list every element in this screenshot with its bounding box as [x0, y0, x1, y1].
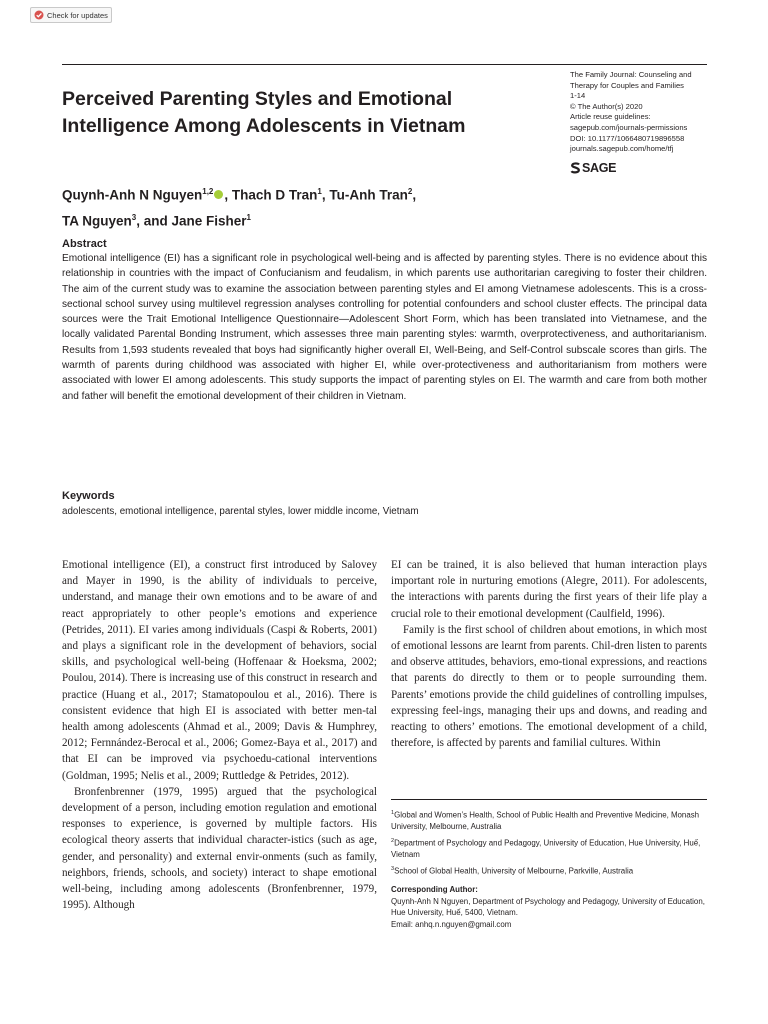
check-updates-icon [34, 10, 44, 20]
journal-line: Therapy for Couples and Families [570, 80, 684, 90]
abstract-text: Emotional intelligence (EI) has a significant role in psychological well-being and is affected by parenting styles. There is no evidence about this relationship in countries with the impact of Confucianism and feudalism, in which parents use authoritarian caregiving to foster their children. The aim of the current study was to examine the association between parenting styles and EI among Vietnamese adolescents. This is a cross-sectional school survey using multilevel regression analyses controlling for potential confounders and school cluster effects. The principal data sources were the Trait Emotional Intelligence Questionnaire—Adolescent Short Form, which has been translated into Vietnamese, and the locally validated Parental Bonding Instrument, which assesses three main parenting styles: warmth, overprotectiveness, and authoritarianism. Results from 1,593 students revealed that boys had significantly higher overall EI, Well-Being, and Self-Control subscale scores than girls. The warmth of parents during childhood was associated with higher EI, while over-protectiveness and authoritarianism from mothers were associated with lower EI among adolescents. This study supports the impact of parenting styles on EI. The warmth and care from both mother and father will benefit the emotional development of their children in Vietnam. [62, 253, 707, 402]
author-name: Jane Fisher [171, 213, 247, 228]
keywords-text: adolescents, emotional intelligence, parental styles, lower middle income, Vietnam [62, 506, 419, 517]
footnote [391, 808, 707, 833]
corresponding-email[interactable]: Email: anhq.n.nguyen@gmail.com [391, 919, 512, 929]
body-paragraph: EI can be trained, it is also believed that human interaction plays important role in nurturing emotions (Alegre, 2011). For adolescents, the interactions with parents during the first years of their life play a crucial role to their emotional development (Caulfield, 1996). [391, 559, 707, 620]
author-name: Thach D Tran [231, 187, 318, 203]
footnote-number: 3 [391, 865, 395, 872]
journal-line: © The Author(s) 2020 [570, 101, 643, 111]
corresponding-address: Quynh-Anh N Nguyen, Department of Psychology and Pedagogy, University of Education, Hue University, Huế, 5400, Vietnam. [391, 896, 705, 918]
body-paragraph: Family is the first school of children about emotions, in which most of emotional lessons are learnt from parents. Chil-dren listen to parents and observe attitudes, behaviors, emo-tional expressions, and reactions that parents do directly to them or to people surrounding them. Parents’ emotions provide the child guidelines of controlling impulses, expressing feel-ings, managing their ups and downs, and reading and reacting to others’ emotions. The emotional development of a child, therefore, is affected by parents and familial cultures. Within [391, 623, 707, 750]
author-affil: 2 [407, 187, 413, 196]
corresponding-heading: Corresponding Author: [391, 885, 478, 894]
footnote-text: School of Global Health, University of Melbourne, Parkville, Australia [394, 866, 634, 876]
article-title: Perceived Parenting Styles and Emotional Intelligence Among Adolescents in Vietnam [62, 88, 466, 137]
footnote [391, 836, 707, 861]
sage-logo [570, 161, 616, 175]
sage-s-icon [570, 162, 581, 174]
journal-info [570, 70, 740, 155]
abstract-heading: Abstract [62, 238, 107, 250]
orcid-icon[interactable] [214, 190, 223, 199]
journal-line: 1-14 [570, 91, 586, 101]
author-affil: 3 [131, 212, 137, 222]
footnote-text: Global and Women’s Health, School of Public Health and Preventive Medicine, Monash University, Melbourne, Australia [391, 810, 700, 832]
check-for-updates-badge[interactable] [30, 7, 112, 23]
journal-link[interactable]: journals.sagepub.com/home/tfj [570, 144, 674, 154]
journal-line: The Family Journal: Counseling and [570, 70, 692, 79]
body-paragraph: Bronfenbrenner (1979, 1995) argued that the psychological development of a person, including emotion regulation and emotional responses to experience, is governed by multiple factors. His ecological theory asserts that individual character-istics (such as age, gender, and personality) and external envir-onments (such as family, neighbors, friends, schools, and society) interact to shape emotional well-being, including among adolescents (Bronfenbrenner, 1979, 1995). Although [62, 785, 377, 912]
author-affil: 1 [317, 187, 322, 196]
author-name: TA Nguyen [62, 213, 132, 228]
author-name: Quynh-Anh N Nguyen [62, 187, 203, 203]
footnote-text: Department of Psychology and Pedagogy, University of Education, Hue University, Huế, Vietnam [391, 838, 701, 860]
body-column-left [62, 557, 377, 913]
journal-line: Article reuse guidelines: [570, 112, 651, 122]
author-affil: 1 [246, 212, 251, 222]
check-updates-label: Check for updates [47, 10, 108, 20]
journal-doi[interactable]: DOI: 10.1177/1066480719896558 [570, 133, 685, 143]
journal-link[interactable]: sagepub.com/journals-permissions [570, 122, 688, 132]
author-affil: 1,2 [202, 187, 214, 196]
body-paragraph: Emotional intelligence (EI), a construct first introduced by Salovey and Mayer in 1990, is the ability of individuals to perceive, understand, and manage their own emotions and to be aware of and react appropriately to other people’s emotions and experience (Petrides, 2011). EI varies among individuals (Caspi & Roberts, 2001) and plays a significant role in the development of behaviors, social skills, and psychological well-being (Hoffenaar & Hoeksma, 2002; Poulou, 2014). There is increasing use of this construct in research and practice (Huang et al., 2017; Stamatopoulou et al., 2016). There is consistent evidence that high EI is associated with better men-tal health among adolescents (Ahmad et al., 2009; Davis & Humphrey, 2012; Fernnández-Berocal et al., 2006; Gomez-Baya et al., 2017) and that EI can be improved via psychoedu-cational interventions (Goldman, 1995; Nelis et al., 2009; Ruttledge & Petrides, 2012). [62, 559, 377, 782]
corresponding-author [391, 884, 707, 930]
author-name: Tu-Anh Tran [329, 187, 408, 203]
body-column-right [391, 557, 707, 751]
footnote-number: 1 [391, 810, 395, 816]
footnote-number: 2 [391, 837, 395, 844]
footnote-rule [391, 799, 707, 800]
author-list: Quynh-Anh N Nguyen$^{1,2}$ , Thach D Tran$^1$, Tu-Anh Tran$^2$, TA Nguyen$^3$, and Jane Fisher$^1$ [62, 187, 417, 228]
header-rule [62, 64, 707, 65]
publisher-name: SAGE [582, 161, 617, 175]
affiliation-footnotes [391, 808, 707, 880]
keywords-heading: Keywords [62, 490, 115, 502]
footnote [391, 864, 707, 877]
